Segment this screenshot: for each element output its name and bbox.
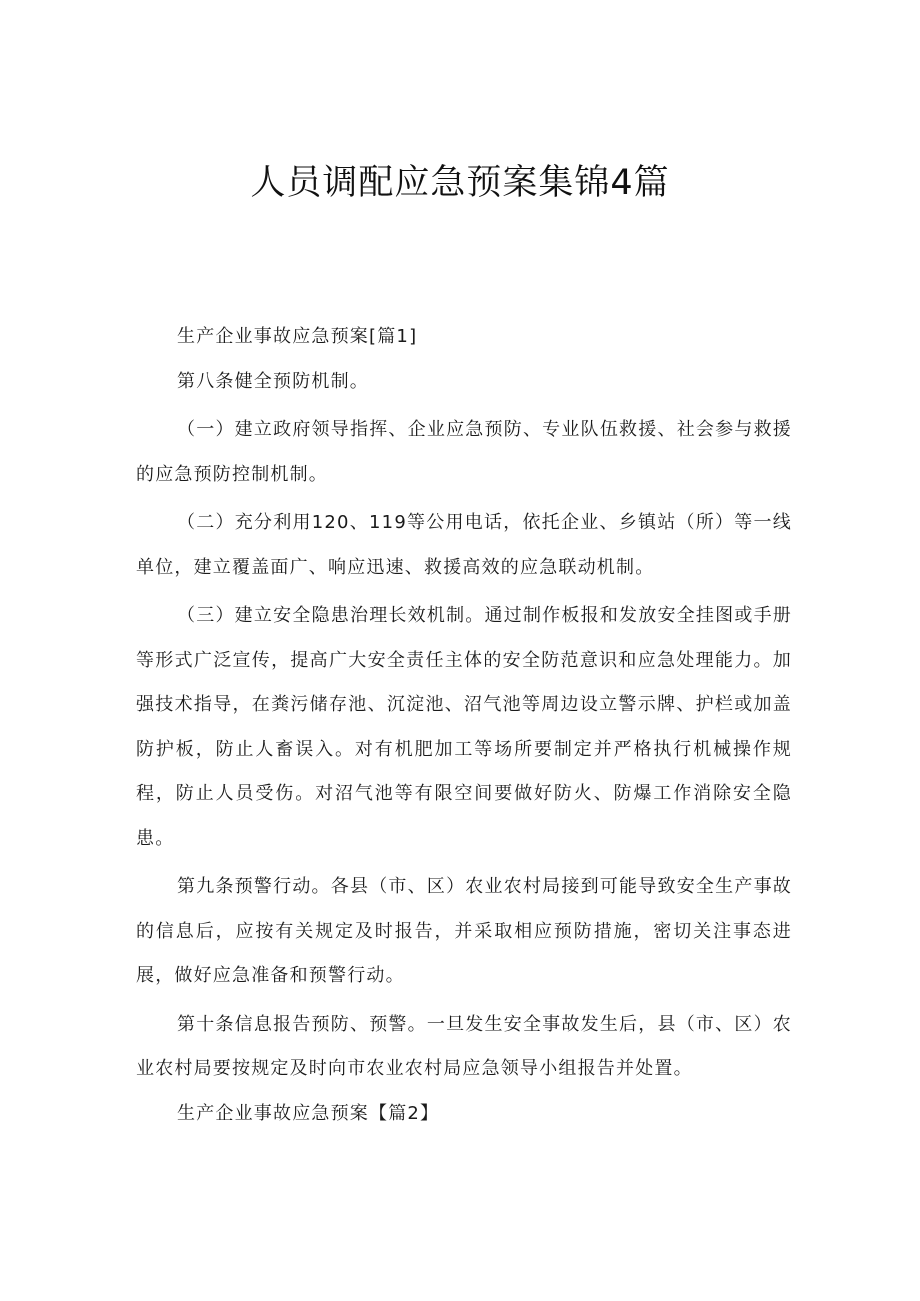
article-9-paragraph: 第九条预警行动。各县（市、区）农业农村局接到可能导致安全生产事故的信息后，应按有关规定及时报告，并采取相应预防措施，密切关注事态进展，做好应急准备和预警行动。 <box>136 876 792 986</box>
article-10-paragraph: 第十条信息报告预防、预警。一旦发生安全事故发生后，县（市、区）农业农村局要按规定及时向市农业农村局应急领导小组报告并处置。 <box>136 1013 792 1079</box>
document-title: 人员调配应急预案集锦4篇 <box>250 163 670 203</box>
article-8-item-2: （二）充分利用120、119等公用电话，依托企业、乡镇站（所）等一线单位，建立覆盖面广、响应迅速、救援高效的应急联动机制。 <box>136 512 792 578</box>
document-body <box>136 315 792 1136</box>
article-8-item-1: （一）建立政府领导指挥、企业应急预防、专业队伍救援、社会参与救援的应急预防控制机制。 <box>136 419 792 485</box>
section-heading-1: 生产企业事故应急预案[篇1] <box>177 326 418 347</box>
article-8-item-3: （三）建立安全隐患治理长效机制。通过制作板报和发放安全挂图或手册等形式广泛宣传，提高广大安全责任主体的安全防范意识和应急处理能力。加强技术指导，在粪污储存池、沉淀池、沼气池等周边设立警示牌、护栏或加盖防护板，防止人畜误入。对有机肥加工等场所要制定并严格执行机械操作规程，防止人员受伤。对沼气池等有限空间要做好防火、防爆工作消除安全隐患。 <box>136 605 792 849</box>
section-heading-2: 生产企业事故应急预案【篇2】 <box>177 1102 440 1124</box>
article-8-heading: 第八条健全预防机制。 <box>177 370 369 392</box>
